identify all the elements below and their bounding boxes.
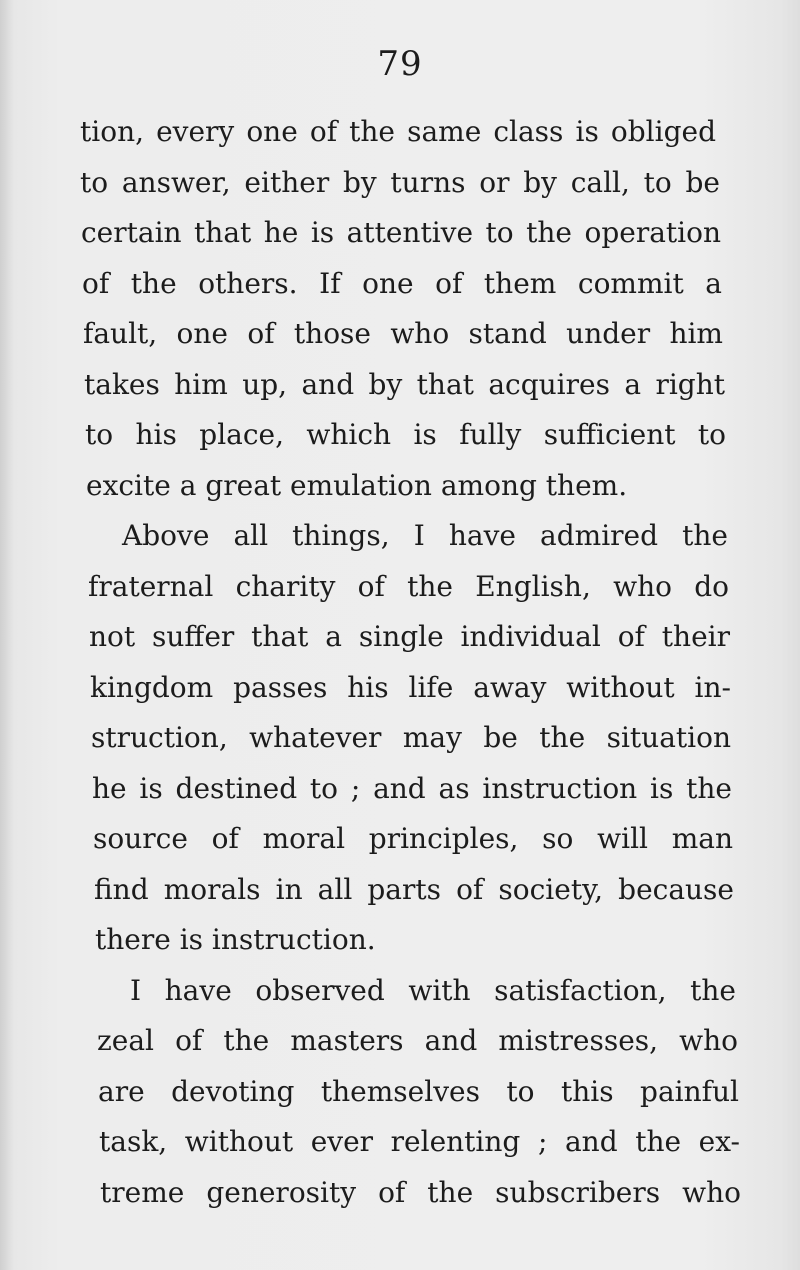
text-line: Above all things, I have admired the — [122, 519, 728, 552]
text-line: he is destined to ; and as instruction is the — [92, 772, 732, 805]
text-line: of the others. If one of them commit a — [82, 267, 722, 300]
text-line: not suffer that a single individual of their — [89, 620, 730, 653]
text-line: find morals in all parts of society, because — [94, 873, 734, 906]
text-line: struction, whatever may be the situation — [91, 721, 731, 754]
text-line: excite a great emulation among them. — [86, 469, 628, 502]
text-line: kingdom passes his life away without in- — [90, 671, 731, 704]
text-line: are devoting themselves to this painful — [98, 1075, 739, 1108]
text-line: treme generosity of the subscribers who — [100, 1176, 741, 1209]
text-line: zeal of the masters and mistresses, who — [97, 1024, 738, 1057]
text-line: I have observed with satisfaction, the — [130, 974, 736, 1007]
page-number: 79 — [377, 44, 423, 84]
text-line: to answer, either by turns or by call, to be — [80, 166, 720, 199]
text-line: takes him up, and by that acquires a right — [84, 368, 725, 401]
text-line: there is instruction. — [95, 923, 376, 956]
text-line: task, without ever relenting ; and the ex- — [99, 1125, 740, 1158]
text-line: to his place, which is fully sufficient to — [85, 418, 726, 451]
text-line: fraternal charity of the English, who do — [88, 570, 729, 603]
text-line: source of moral principles, so will man — [93, 822, 733, 855]
text-line: certain that he is attentive to the operation — [81, 216, 721, 249]
text-line: fault, one of those who stand under him — [83, 317, 723, 350]
text-line: tion, every one of the same class is obliged — [80, 115, 716, 148]
